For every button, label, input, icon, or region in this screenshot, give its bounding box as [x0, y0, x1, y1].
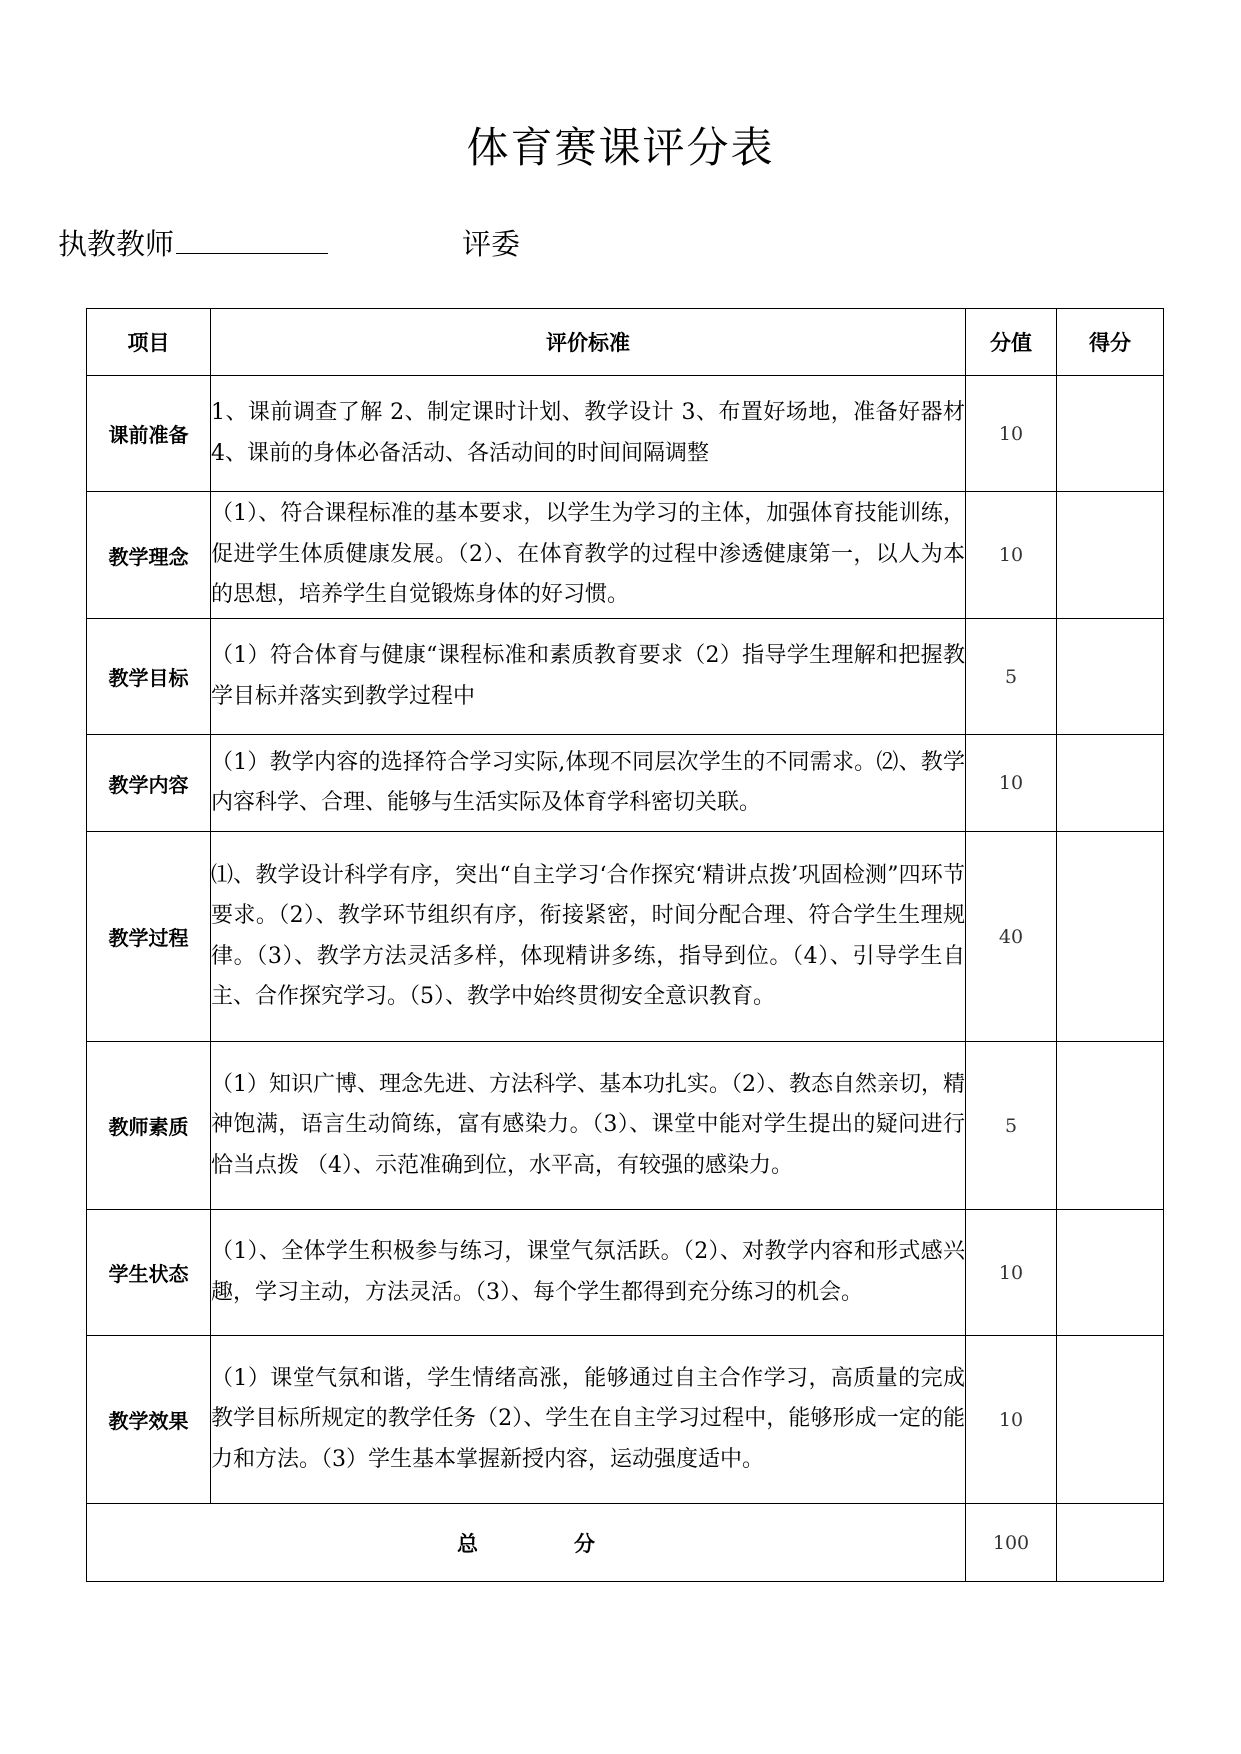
row-criteria: （1）、全体学生积极参与练习，课堂气氛活跃。（2）、对教学内容和形式感兴趣，学习主动，方法灵活。（3）、每个学生都得到充分练习的机会。: [211, 1210, 966, 1336]
row-criteria: （1）、符合课程标准的基本要求，以学生为学习的主体，加强体育技能训练，促进学生体质健康发展。（2）、在体育教学的过程中渗透健康第一，以人为本的思想，培养学生自觉锻炼身体的好习惯。: [211, 492, 966, 619]
total-points: 100: [966, 1504, 1057, 1582]
row-criteria: （1）教学内容的选择符合学习实际,体现不同层次学生的不同需求。⑵、教学内容科学、合理、能够与生活实际及体育学科密切关联。: [211, 735, 966, 832]
table-row: [87, 376, 1164, 492]
row-item: 教学理念: [87, 492, 211, 619]
row-score-cell[interactable]: [1057, 832, 1164, 1042]
header-criteria: 评价标准: [211, 309, 966, 376]
row-points: 10: [966, 735, 1057, 832]
row-points: 5: [966, 619, 1057, 735]
row-points: 5: [966, 1042, 1057, 1210]
row-score-cell[interactable]: [1057, 492, 1164, 619]
row-item: 教学目标: [87, 619, 211, 735]
row-item: 教学内容: [87, 735, 211, 832]
table-row: [87, 1336, 1164, 1504]
row-score-cell[interactable]: [1057, 619, 1164, 735]
table-row: [87, 1210, 1164, 1336]
table-header-row: [87, 309, 1164, 376]
row-points: 40: [966, 832, 1057, 1042]
table-row: [87, 492, 1164, 619]
row-score-cell[interactable]: [1057, 1336, 1164, 1504]
row-points: 10: [966, 492, 1057, 619]
teacher-label: 执教教师: [58, 227, 175, 261]
teacher-blank-line[interactable]: [176, 225, 328, 254]
row-item: 教学过程: [87, 832, 211, 1042]
judge-field: [462, 222, 520, 266]
total-label-b: 分: [574, 1531, 595, 1556]
row-criteria: （1）知识广博、理念先进、方法科学、基本功扎实。（2）、教态自然亲切，精神饱满，语言生动简练，富有感染力。（3）、课堂中能对学生提出的疑问进行恰当点拨 （4）、示范准确到位，水平高，有较强的感染力。: [211, 1042, 966, 1210]
table-row: [87, 735, 1164, 832]
row-item: 课前准备: [87, 376, 211, 492]
row-item: 学生状态: [87, 1210, 211, 1336]
row-item: 教学效果: [87, 1336, 211, 1504]
total-label-a: 总: [457, 1531, 478, 1556]
judge-label: 评委: [462, 227, 521, 261]
row-criteria: （1）符合体育与健康“课程标准和素质教育要求（2）指导学生理解和把握教学目标并落实到教学过程中: [211, 619, 966, 735]
score-table: [86, 308, 1164, 1582]
teacher-field: [58, 222, 328, 266]
row-criteria: 1、课前调查了解 2、制定课时计划、教学设计 3、布置好场地，准备好器材 4、课前的身体必备活动、各活动间的时间间隔调整: [211, 376, 966, 492]
header-item: 项目: [87, 309, 211, 376]
table-row: [87, 832, 1164, 1042]
header-score: 得分: [1057, 309, 1164, 376]
row-score-cell[interactable]: [1057, 735, 1164, 832]
row-criteria: ⑴、教学设计科学有序，突出“自主学习‘合作探究‘精讲点拨’巩固检测”四环节要求。（2）、教学环节组织有序，衔接紧密，时间分配合理、符合学生生理规律。（3）、教学方法灵活多样，体现精讲多练，指导到位。（4）、引导学生自主、合作探究学习。（5）、教学中始终贯彻安全意识教育。: [211, 832, 966, 1042]
table-row: [87, 619, 1164, 735]
row-points: 10: [966, 1336, 1057, 1504]
table-row: [87, 1042, 1164, 1210]
row-points: 10: [966, 376, 1057, 492]
row-score-cell[interactable]: [1057, 1210, 1164, 1336]
row-score-cell[interactable]: [1057, 1042, 1164, 1210]
header-points: 分值: [966, 309, 1057, 376]
row-item: 教师素质: [87, 1042, 211, 1210]
row-score-cell[interactable]: [1057, 376, 1164, 492]
row-criteria: （1）课堂气氛和谐，学生情绪高涨，能够通过自主合作学习，高质量的完成教学目标所规定的教学任务（2）、学生在自主学习过程中，能够形成一定的能力和方法。（3）学生基本掌握新授内容，运动强度适中。: [211, 1336, 966, 1504]
page-title: 体育赛课评分表: [466, 123, 775, 172]
row-points: 10: [966, 1210, 1057, 1336]
total-row: [87, 1504, 1164, 1582]
total-label: [87, 1504, 966, 1582]
total-score-cell[interactable]: [1057, 1504, 1164, 1582]
